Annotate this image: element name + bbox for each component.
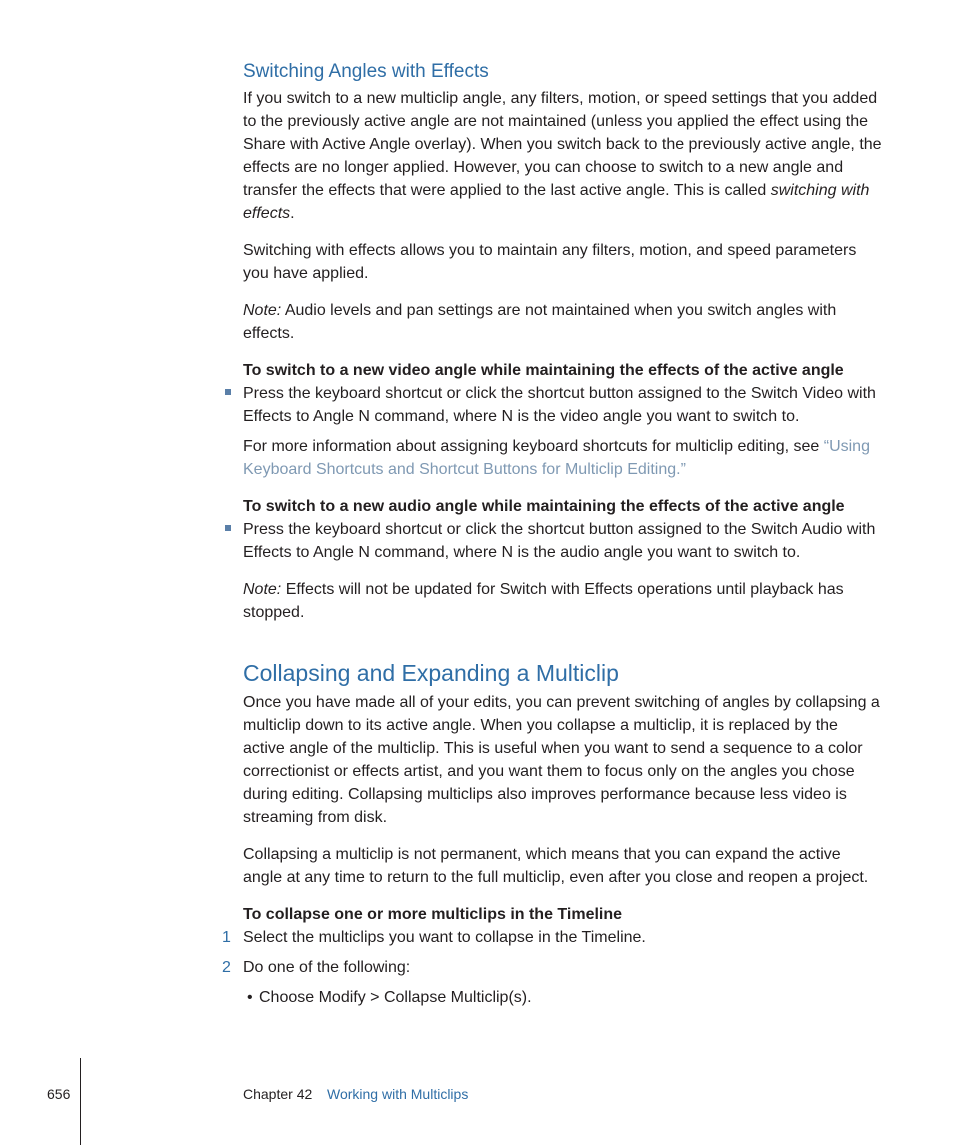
- bullet-dot-icon: •: [247, 989, 253, 1006]
- paragraph: If you switch to a new multiclip angle, any filters, motion, or speed settings that you added to the previously active angle are not maintained (unless you applied the effect using the Share with Active Angle overlay). When you switch back to the previously active angle, the effects are no longer applied. However, you can choose to switch to a new angle and transfer the effects that were applied to the last active angle. This is called switching with effects.: [243, 90, 882, 222]
- section-heading: Collapsing and Expanding a Multiclip: [243, 660, 619, 686]
- paragraph: Switching with effects allows you to maintain any filters, motion, and speed parameters you have applied.: [243, 242, 857, 282]
- note: Note: Audio levels and pan settings are not maintained when you switch angles with effects.: [243, 302, 837, 342]
- footer-chapter-title: Working with Multiclips: [327, 1086, 469, 1102]
- footer-divider: [80, 1058, 81, 1145]
- page-number: 656: [47, 1086, 71, 1102]
- paragraph: Collapsing a multiclip is not permanent, which means that you can expand the active angle at any time to return to the full multiclip, even after you close and reopen a project.: [243, 846, 869, 886]
- task-heading: To switch to a new video angle while maintaining the effects of the active angle: [243, 362, 844, 379]
- note-label: Note:: [243, 302, 282, 319]
- task-heading: To collapse one or more multiclips in the Timeline: [243, 906, 623, 923]
- bullet-square-icon: [225, 389, 231, 395]
- note: Note: Effects will not be updated for Switch with Effects operations until playback has stopped.: [243, 581, 844, 621]
- task-heading: To switch to a new audio angle while maintaining the effects of the active angle: [243, 498, 845, 515]
- note-label: Note:: [243, 581, 282, 598]
- section-heading: Switching Angles with Effects: [243, 61, 489, 82]
- step-item: Do one of the following:: [243, 959, 411, 976]
- footer-chapter: Chapter 42: [243, 1086, 313, 1102]
- bullet-item: Press the keyboard shortcut or click the shortcut button assigned to the Switch Video with Effects to Angle N command, where N is the video angle you want to switch to.: [243, 385, 876, 425]
- italic-term: switching with effects: [243, 182, 870, 222]
- bullet-square-icon: [225, 525, 231, 531]
- paragraph: For more information about assigning keyboard shortcuts for multiclip editing, see “Using Keyboard Shortcuts and Shortcut Buttons for Multiclip Editing.”: [243, 438, 870, 478]
- paragraph: Once you have made all of your edits, you can prevent switching of angles by collapsing a multiclip down to its active angle. When you collapse a multiclip, it is replaced by the active angle of the multiclip. This is useful when you want to send a sequence to a color correctionist or effects artist, and you want them to focus only on the angles you chose during editing. Collapsing multiclips also improves performance because less video is streaming from disk.: [243, 694, 880, 826]
- sub-bullet-item: Choose Modify > Collapse Multiclip(s).: [259, 989, 532, 1006]
- step-number: 2: [222, 959, 231, 976]
- step-number: 1: [222, 929, 231, 946]
- cross-reference-link[interactable]: “Using Keyboard Shortcuts and Shortcut Buttons for Multiclip Editing.”: [243, 438, 870, 478]
- bullet-item: Press the keyboard shortcut or click the shortcut button assigned to the Switch Audio with Effects to Angle N command, where N is the audio angle you want to switch to.: [243, 521, 876, 561]
- step-item: Select the multiclips you want to collapse in the Timeline.: [243, 929, 646, 946]
